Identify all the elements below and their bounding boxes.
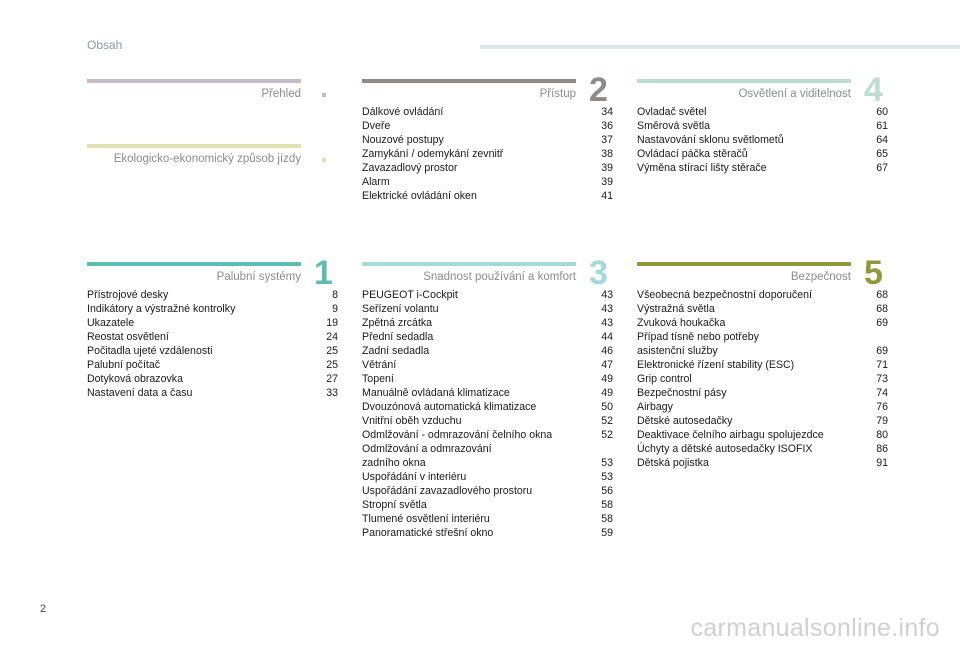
toc-entry-title: Výstražná světla — [637, 303, 715, 315]
toc-entry-page: 36 — [601, 120, 613, 132]
toc-entry[interactable] — [362, 161, 613, 175]
entries-list — [637, 105, 888, 175]
toc-entry-title: Zadní sedadla — [362, 345, 430, 357]
toc-entry-page: 65 — [876, 148, 888, 160]
section-bar — [362, 262, 576, 266]
toc-entry[interactable] — [637, 119, 888, 133]
toc-entry-page: 25 — [326, 345, 338, 357]
toc-entry[interactable] — [362, 119, 613, 133]
toc-entry-page: 49 — [601, 387, 613, 399]
toc-entry-title: Směrová světla — [637, 120, 711, 132]
toc-entry-title: Uspořádání zavazadlového prostoru — [362, 485, 533, 497]
section-title-bezpecnost: Bezpečnost — [790, 271, 851, 283]
toc-entry[interactable] — [87, 358, 338, 372]
toc-entry-page: 27 — [326, 373, 338, 385]
toc-entry[interactable] — [362, 512, 613, 526]
section-bar — [637, 79, 851, 83]
toc-entry-page: 8 — [332, 289, 338, 301]
toc-entry[interactable] — [637, 442, 888, 456]
toc-entry-page: 33 — [326, 387, 338, 399]
toc-entry-title: Přístrojové desky — [87, 289, 169, 301]
toc-entry[interactable] — [362, 428, 613, 442]
toc-entry[interactable] — [87, 302, 338, 316]
section-snadnost[interactable] — [362, 254, 613, 562]
toc-entry-page: 67 — [876, 162, 888, 174]
entries-list — [362, 105, 613, 203]
toc-entry-page: 58 — [601, 513, 613, 525]
section-number: 4 — [864, 71, 883, 109]
toc-entry[interactable] — [362, 386, 613, 400]
toc-entry-title: Panoramatické střešní okno — [362, 527, 494, 539]
toc-entry-page: 34 — [601, 106, 613, 118]
toc-entry[interactable] — [87, 386, 338, 400]
toc-entry[interactable] — [362, 484, 613, 498]
toc-entry-page: 58 — [601, 499, 613, 511]
toc-entry-page: 37 — [601, 134, 613, 146]
toc-entry[interactable] — [637, 386, 888, 400]
toc-entry[interactable] — [362, 302, 613, 316]
header-divider — [480, 45, 960, 49]
toc-entry-title: Zamykání / odemykání zevnitř — [362, 148, 504, 160]
toc-entry[interactable] — [362, 330, 613, 344]
toc-entry-title: Manuálně ovládaná klimatizace — [362, 387, 510, 399]
toc-entry[interactable] — [637, 147, 888, 161]
toc-entry-title: Elektronické řízení stability (ESC) — [637, 359, 795, 371]
toc-entry[interactable] — [637, 316, 888, 330]
section-title-pristup: Přístup — [539, 88, 576, 100]
toc-entry-page: 24 — [326, 331, 338, 343]
section-title-prehled: Přehled — [261, 88, 301, 100]
toc-entry-page: 53 — [601, 457, 613, 469]
toc-entry-page: 69 — [876, 317, 888, 329]
toc-entry-page: 76 — [876, 401, 888, 413]
toc-entry[interactable] — [637, 456, 888, 470]
toc-entry-page: 80 — [876, 429, 888, 441]
section-bar — [362, 79, 576, 83]
toc-entry-title: Indikátory a výstražné kontrolky — [87, 303, 236, 315]
toc-entry-title: Topení — [362, 373, 394, 385]
toc-entry-title: Dálkové ovládání — [362, 106, 444, 118]
toc-entry[interactable] — [637, 372, 888, 386]
toc-entry[interactable] — [637, 330, 888, 358]
toc-entry[interactable] — [362, 414, 613, 428]
toc-entry-title: PEUGEOT i-Cockpit — [362, 289, 458, 301]
toc-entry-page: 79 — [876, 415, 888, 427]
section-number: 5 — [864, 254, 883, 292]
toc-entry-page: 38 — [601, 148, 613, 160]
toc-entry-title: Dotyková obrazovka — [87, 373, 183, 385]
toc-entry[interactable] — [362, 400, 613, 414]
toc-entry[interactable] — [362, 470, 613, 484]
section-bar — [87, 79, 301, 83]
toc-entry[interactable] — [362, 316, 613, 330]
toc-entry-page: 64 — [876, 134, 888, 146]
toc-entry-title: Zvuková houkačka — [637, 317, 726, 329]
toc-entry-page: 68 — [876, 289, 888, 301]
toc-entry-page: 44 — [601, 331, 613, 343]
toc-entry-title: Úchyty a dětské autosedačky ISOFIX — [637, 443, 813, 455]
entries-list — [362, 288, 613, 540]
toc-entry-title: Ovladač světel — [637, 106, 707, 118]
toc-entry-page: 19 — [326, 317, 338, 329]
section-osvetleni[interactable] — [637, 71, 888, 199]
toc-entry[interactable] — [87, 316, 338, 330]
toc-entry-title: Odmlžování a odmrazování zadního okna — [362, 443, 492, 469]
toc-entry-page: 43 — [601, 317, 613, 329]
toc-entry[interactable] — [362, 133, 613, 147]
toc-entry-title: Nastavování sklonu světlometů — [637, 134, 784, 146]
toc-entry[interactable] — [637, 288, 888, 302]
toc-entry[interactable] — [637, 400, 888, 414]
toc-entry-title: Případ tísně nebo potřeby asistenční služby — [637, 331, 759, 357]
toc-entry-title: Odmlžování - odmrazování čelního okna — [362, 429, 553, 441]
toc-entry[interactable] — [87, 372, 338, 386]
toc-entry-page: 52 — [601, 415, 613, 427]
toc-entry[interactable] — [637, 428, 888, 442]
toc-entry[interactable] — [362, 358, 613, 372]
toc-entry-title: Zavazadlový prostor — [362, 162, 458, 174]
toc-entry-title: Reostat osvětlení — [87, 331, 169, 343]
toc-entry[interactable] — [362, 147, 613, 161]
toc-entry-page: 39 — [601, 176, 613, 188]
toc-entry[interactable] — [362, 344, 613, 358]
toc-entry-title: Dětské autosedačky — [637, 415, 733, 427]
toc-entry-page: 41 — [601, 190, 613, 202]
section-bezpecnost[interactable] — [637, 254, 888, 482]
toc-entry-page: 25 — [326, 359, 338, 371]
section-palubni[interactable] — [87, 254, 338, 412]
toc-entry-page: 46 — [601, 345, 613, 357]
toc-entry-title: Uspořádání v interiéru — [362, 471, 467, 483]
toc-entry-title: Ukazatele — [87, 317, 135, 329]
entries-list — [637, 288, 888, 470]
section-prehled[interactable] — [87, 79, 301, 105]
toc-entry-title: Přední sedadla — [362, 331, 434, 343]
section-title-eko: Ekologicko-ekonomický způsob jízdy — [113, 153, 301, 165]
toc-entry[interactable] — [87, 330, 338, 344]
section-title-palubni: Palubní systémy — [216, 271, 301, 283]
toc-entry[interactable] — [362, 189, 613, 203]
toc-entry-page: 47 — [601, 359, 613, 371]
toc-entry-title: Airbagy — [637, 401, 673, 413]
toc-entry-title: Vnitřní oběh vzduchu — [362, 415, 462, 427]
toc-entry-title: Všeobecná bezpečnostní doporučení — [637, 289, 812, 301]
toc-entry[interactable] — [362, 175, 613, 189]
section-marker-dot — [322, 158, 326, 162]
toc-entry-page: 52 — [601, 429, 613, 441]
toc-entry-page: 68 — [876, 303, 888, 315]
toc-entry-title: Palubní počítač — [87, 359, 161, 371]
toc-entry[interactable] — [362, 105, 613, 119]
toc-entry-title: Nastavení data a času — [87, 387, 193, 399]
toc-entry[interactable] — [87, 344, 338, 358]
toc-entry-title: Dětská pojistka — [637, 457, 709, 469]
toc-entry[interactable] — [87, 288, 338, 302]
section-bar — [87, 262, 301, 266]
entries-list — [87, 288, 338, 400]
section-number: 3 — [589, 254, 608, 292]
toc-entry[interactable] — [637, 161, 888, 175]
toc-entry-page: 43 — [601, 289, 613, 301]
toc-entry-page: 50 — [601, 401, 613, 413]
toc-entry-title: Ovládací páčka stěračů — [637, 148, 748, 160]
section-number: 2 — [589, 71, 608, 109]
toc-entry-page: 49 — [601, 373, 613, 385]
page-header-title: Obsah — [87, 38, 123, 52]
toc-entry-title: Počitadla ujeté vzdálenosti — [87, 345, 213, 357]
section-number: 1 — [314, 254, 333, 292]
toc-entry-page: 60 — [876, 106, 888, 118]
page-number: 2 — [40, 603, 47, 615]
toc-entry[interactable] — [637, 414, 888, 428]
toc-entry-title: Grip control — [637, 373, 692, 385]
toc-entry[interactable] — [362, 526, 613, 540]
toc-entry-page: 43 — [601, 303, 613, 315]
toc-entry[interactable] — [637, 133, 888, 147]
toc-entry-page: 56 — [601, 485, 613, 497]
watermark: carmanualsonline.info — [690, 614, 940, 642]
toc-entry-page: 91 — [876, 457, 888, 469]
toc-entry-title: Alarm — [362, 176, 390, 188]
toc-entry-title: Bezpečnostní pásy — [637, 387, 727, 399]
toc-entry-page: 61 — [876, 120, 888, 132]
toc-entry-page: 71 — [876, 359, 888, 371]
toc-entry-title: Elektrické ovládání oken — [362, 190, 477, 202]
toc-entry-page: 74 — [876, 387, 888, 399]
toc-entry[interactable] — [362, 442, 613, 470]
section-marker-dot — [322, 93, 326, 97]
toc-entry-title: Dveře — [362, 120, 391, 132]
toc-entry-title: Výměna stírací lišty stěrače — [637, 162, 767, 174]
toc-entry-page: 9 — [332, 303, 338, 315]
toc-entry-title: Stropní světla — [362, 499, 427, 511]
toc-entry-title: Deaktivace čelního airbagu spolujezdce — [637, 429, 824, 441]
section-bar — [637, 262, 851, 266]
toc-entry-page: 39 — [601, 162, 613, 174]
toc-entry-title: Tlumené osvětlení interiéru — [362, 513, 490, 525]
toc-entry-title: Nouzové postupy — [362, 134, 444, 146]
section-eko[interactable] — [87, 144, 301, 170]
section-title-snadnost: Snadnost používání a komfort — [423, 271, 576, 283]
section-pristup[interactable] — [362, 71, 613, 219]
toc-entry-page: 69 — [876, 345, 888, 357]
toc-entry[interactable] — [362, 372, 613, 386]
toc-entry-title: Dvouzónová automatická klimatizace — [362, 401, 537, 413]
toc-entry[interactable] — [362, 498, 613, 512]
toc-entry[interactable] — [637, 105, 888, 119]
toc-entry[interactable] — [637, 302, 888, 316]
toc-entry-page: 86 — [876, 443, 888, 455]
toc-entry[interactable] — [637, 358, 888, 372]
toc-entry-page: 59 — [601, 527, 613, 539]
toc-entry[interactable] — [362, 288, 613, 302]
toc-entry-title: Zpětná zrcátka — [362, 317, 433, 329]
toc-entry-title: Seřízení volantu — [362, 303, 439, 315]
section-bar — [87, 144, 301, 148]
section-title-osvetleni: Osvětlení a viditelnost — [738, 88, 851, 100]
toc-entry-page: 53 — [601, 471, 613, 483]
toc-entry-title: Větrání — [362, 359, 397, 371]
toc-entry-page: 73 — [876, 373, 888, 385]
